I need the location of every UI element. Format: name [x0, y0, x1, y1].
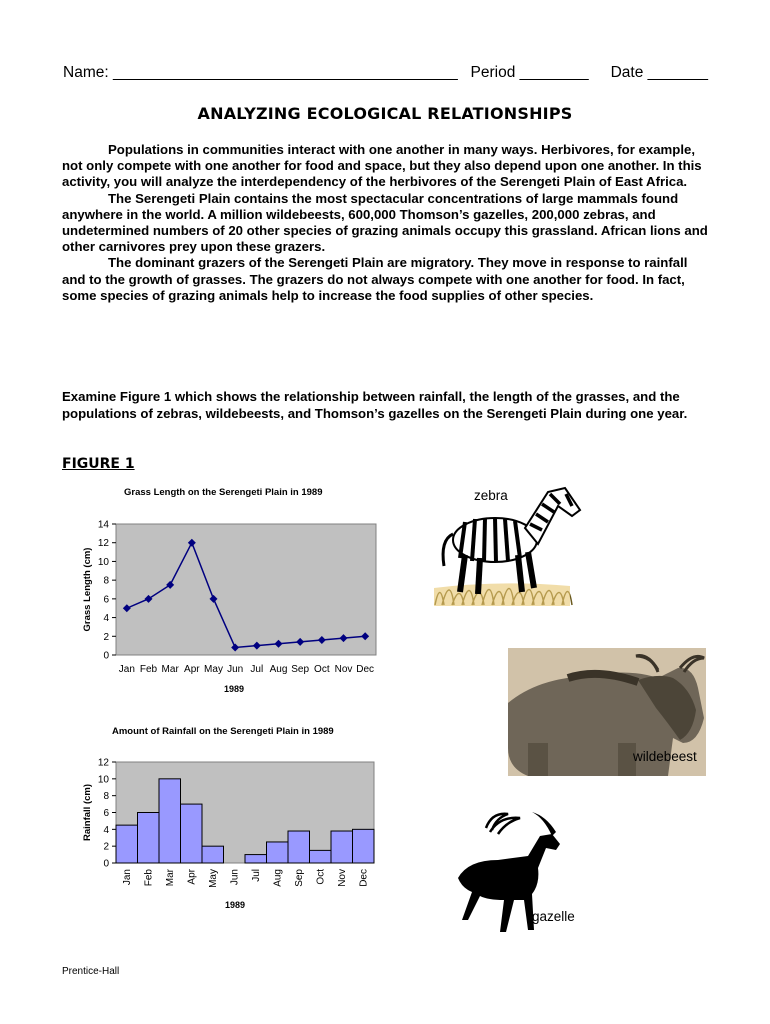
y-tick-label: 8	[103, 575, 109, 587]
y-tick-label: 4	[103, 824, 109, 836]
rainfall-bar	[310, 850, 332, 863]
x-tick-label: Apr	[186, 869, 198, 885]
rainfall-bar	[288, 831, 310, 863]
rainfall-chart	[70, 752, 390, 912]
x-tick-label: Jan	[118, 664, 135, 675]
y-tick-label: 6	[103, 594, 109, 606]
paragraph: The Serengeti Plain contains the most spectacular concentrations of large mammals found anywhere in the world. A million wildebeests, 600,000 Thomson’s gazelles, 200,000 zebras, and undetermined numbers of 20 other species of grazing animals occupy this grassland. African lions and other carnivores prey upon these grazers.	[62, 190, 708, 255]
x-tick-label: Sep	[291, 664, 310, 675]
y-tick-label: 2	[103, 841, 109, 853]
x-tick-label: Jul	[250, 869, 262, 882]
rainfall-bar	[245, 855, 267, 863]
x-axis-label: 1989	[223, 684, 245, 694]
x-tick-label: May	[204, 664, 223, 675]
x-tick-label: Dec	[356, 664, 375, 675]
y-tick-label: 14	[97, 519, 109, 531]
plot-area	[116, 524, 376, 655]
x-tick-label: Jun	[229, 869, 241, 886]
rainfall-bar	[181, 804, 203, 863]
rainfall-bar	[138, 813, 160, 864]
x-tick-label: Jun	[227, 664, 244, 675]
y-tick-label: 10	[97, 774, 109, 786]
y-tick-label: 12	[97, 757, 109, 769]
rainfall-bar	[353, 829, 375, 863]
y-tick-label: 10	[97, 556, 109, 568]
x-tick-label: Aug	[269, 664, 288, 675]
x-tick-label: Apr	[184, 664, 200, 675]
rainfall-chart-title: Amount of Rainfall on the Serengeti Plain in 1989	[112, 726, 334, 737]
page-title: ANALYZING ECOLOGICAL RELATIONSHIPS	[197, 104, 573, 123]
intro-text	[62, 142, 710, 304]
x-tick-label: Oct	[315, 869, 327, 885]
y-tick-label: 4	[103, 613, 109, 625]
y-tick-label: 0	[103, 858, 109, 870]
x-tick-label: Mar	[164, 869, 176, 887]
x-tick-label: Sep	[293, 869, 305, 887]
student-info-line	[63, 64, 708, 82]
rainfall-bar	[202, 846, 224, 863]
rainfall-bar	[267, 842, 289, 863]
publisher-credit: Prentice-Hall	[62, 966, 120, 977]
x-tick-label: Dec	[358, 869, 370, 887]
y-tick-label: 8	[103, 791, 109, 803]
zebra-label: zebra	[474, 488, 508, 503]
period-field[interactable]: Period ________	[470, 64, 589, 81]
x-tick-label: Feb	[139, 664, 158, 675]
rainfall-bar	[159, 779, 181, 863]
x-tick-label: May	[207, 869, 219, 888]
rainfall-bar	[116, 825, 138, 863]
rainfall-bar	[331, 831, 353, 863]
x-tick-label: Feb	[143, 869, 155, 887]
x-tick-label: Jan	[121, 869, 133, 886]
x-tick-label: Oct	[314, 664, 330, 675]
paragraph: The dominant grazers of the Serengeti Plain are migratory. They move in response to rainfall and to the growth of grasses. The grazers do not always compete with one another for food. In fact, some species of grazing animals help to increase the food supplies of other species.	[62, 255, 688, 303]
date-field[interactable]: Date _______	[610, 64, 708, 81]
y-axis-label: Rainfall (cm)	[82, 783, 93, 842]
y-tick-label: 0	[103, 650, 109, 662]
zebra-icon	[430, 470, 590, 610]
x-tick-label: Mar	[161, 664, 179, 675]
wildebeest-label: wildebeest	[633, 749, 697, 764]
name-field[interactable]: Name: ________________________________________	[63, 64, 458, 81]
x-tick-label: Jul	[250, 664, 264, 675]
x-tick-label: Nov	[336, 869, 348, 887]
figure-label: FIGURE 1	[62, 456, 135, 472]
x-axis-label: 1989	[224, 900, 246, 910]
paragraph: Populations in communities interact with one another in many ways. Herbivores, for example, not only compete with one another for food and space, but they also depend upon one another. In this activity, you will analyze the interdependency of the herbivores of the Serengeti Plain of East Africa.	[62, 142, 702, 190]
examine-instructions: Examine Figure 1 which shows the relationship between rainfall, the length of the grasses, and the populations of zebras, wildebeests, and Thomson’s gazelles on the Serengeti Plain during one year.	[62, 389, 688, 421]
y-axis-label: Grass Length (cm)	[82, 547, 93, 632]
y-tick-label: 6	[103, 808, 109, 819]
grass-length-chart	[70, 512, 390, 702]
y-tick-label: 12	[97, 538, 109, 550]
gazelle-label: gazelle	[532, 909, 575, 924]
x-tick-label: Aug	[272, 869, 284, 887]
grass-chart-title: Grass Length on the Serengeti Plain in 1989	[124, 487, 323, 498]
y-tick-label: 2	[103, 631, 109, 643]
x-tick-label: Nov	[334, 664, 353, 675]
